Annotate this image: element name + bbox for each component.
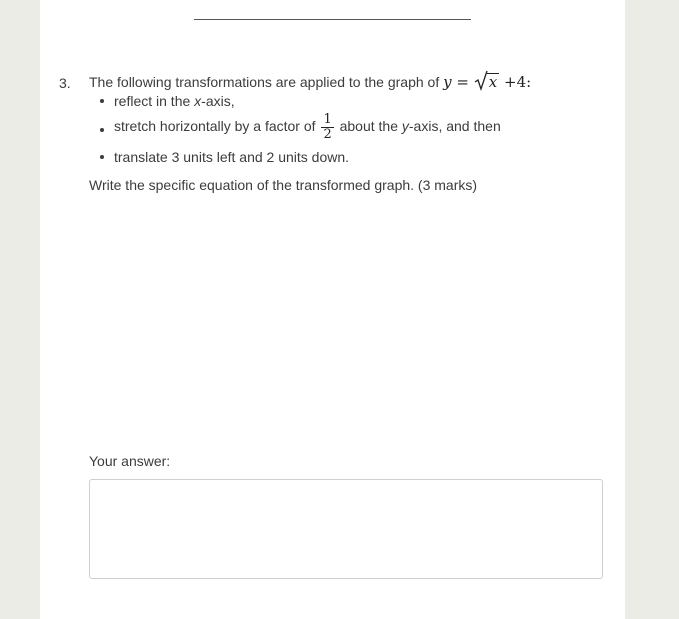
answer-input[interactable]: [89, 479, 603, 579]
bullet-text: -axis,: [201, 93, 235, 109]
equation-plus: +: [503, 73, 517, 91]
bullet-text: about the: [335, 118, 402, 135]
fraction-numerator: 1: [323, 112, 332, 127]
fraction: [321, 113, 333, 142]
equation-lhs: y: [443, 73, 452, 91]
equation-constant: 4: [516, 73, 527, 91]
bullet-dot: [100, 99, 104, 103]
answer-label: Your answer:: [89, 453, 171, 469]
equation: [443, 73, 531, 91]
bullet-dot: [100, 155, 104, 159]
question-number: 3.: [59, 75, 71, 91]
bullet-text: translate 3 units left and 2 units down.: [114, 149, 350, 165]
radical-sign-icon: [474, 69, 488, 91]
intro-text: The following transformations are applied to the graph of: [89, 74, 440, 90]
equation-colon: :: [526, 73, 532, 91]
divider-line: [194, 19, 471, 20]
equation-radicand: x: [488, 73, 498, 91]
bullet-variable: y: [401, 118, 409, 135]
question-intro: [89, 72, 531, 92]
fraction-denominator: 2: [323, 127, 332, 142]
equation-equals: =: [456, 73, 469, 91]
square-root: [474, 72, 499, 92]
bullet-text: stretch horizontally by a factor of: [114, 118, 320, 135]
bullet-dot: [100, 128, 104, 132]
question-instruction: Write the specific equation of the transformed graph. (3 marks): [89, 177, 478, 193]
bullet-text: -axis, and then: [408, 118, 501, 135]
bullet-text: reflect in the: [114, 93, 195, 109]
bullet-variable: x: [194, 93, 202, 109]
